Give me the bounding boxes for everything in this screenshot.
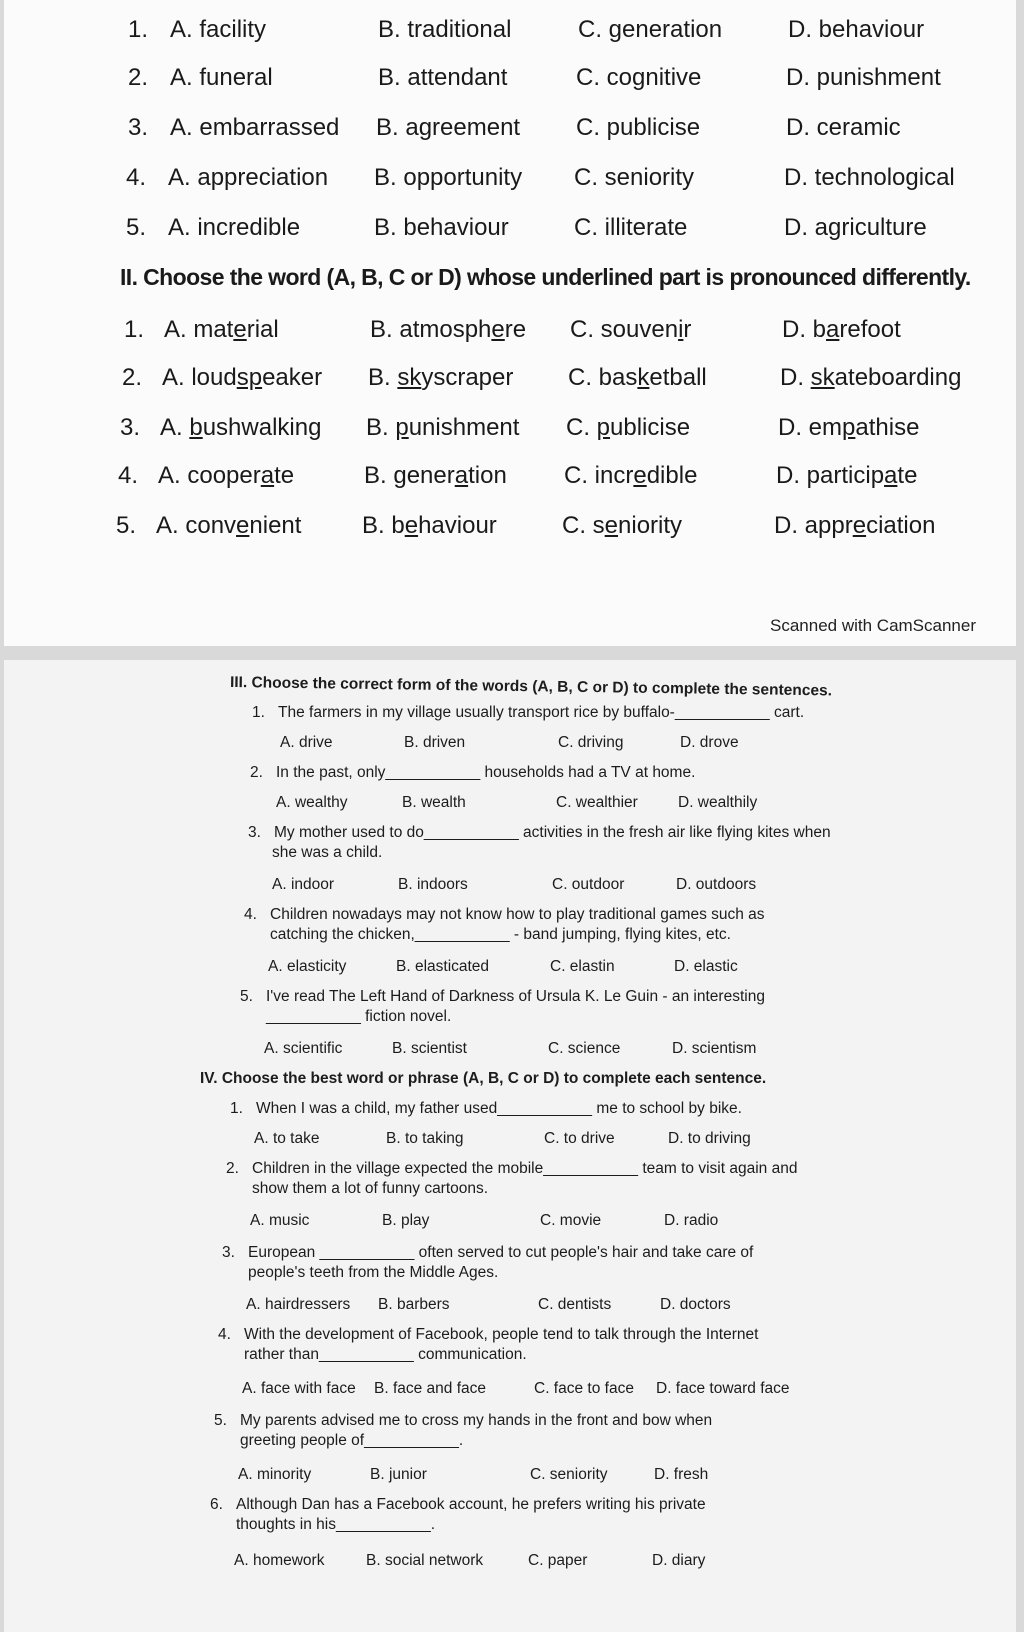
option-a: A. hairdressers xyxy=(246,1296,351,1313)
option-c: C. seniority xyxy=(574,164,695,191)
question-text-continued: thoughts in his___________. xyxy=(236,1516,436,1533)
question-number: 5. xyxy=(240,988,253,1005)
option-c: C. seniority xyxy=(530,1466,608,1483)
question-text: The farmers in my village usually transport rice by buffalo-___________ cart. xyxy=(278,704,805,721)
option-b: B. atmosphere xyxy=(370,316,527,343)
option-b: B. wealth xyxy=(402,794,466,811)
option-a: A. cooperate xyxy=(158,462,295,489)
option-b: B. skyscraper xyxy=(368,364,514,391)
question-number: 2. xyxy=(128,64,149,91)
option-c: C. movie xyxy=(540,1212,602,1229)
question-text: Children in the village expected the mobile___________ team to visit again and xyxy=(252,1160,798,1177)
question-text: When I was a child, my father used___________ me to school by bike. xyxy=(256,1100,742,1117)
option-c: C. cognitive xyxy=(576,64,702,91)
option-c: C. driving xyxy=(558,734,624,751)
option-c: C. incredible xyxy=(564,462,698,489)
option-a: A. funeral xyxy=(170,64,273,91)
option-b: B. behaviour xyxy=(362,512,497,539)
question-text: European ___________ often served to cut people's hair and take care of xyxy=(248,1244,754,1261)
option-a: A. indoor xyxy=(272,876,335,893)
option-b: B. indoors xyxy=(398,876,468,893)
question-number: 2. xyxy=(122,364,143,391)
question-text: I've read The Left Hand of Darkness of Ursula K. Le Guin - an interesting xyxy=(266,988,765,1005)
option-b: B. face and face xyxy=(374,1380,487,1397)
option-d: D. radio xyxy=(664,1212,719,1229)
option-b: B. punishment xyxy=(366,414,520,441)
option-d: D. outdoors xyxy=(676,876,757,893)
option-d: D. to driving xyxy=(668,1130,751,1147)
question-text-continued: ___________ fiction novel. xyxy=(266,1008,452,1025)
option-c: C. paper xyxy=(528,1552,588,1569)
question-number: 2. xyxy=(226,1160,239,1177)
question-number: 2. xyxy=(250,764,263,781)
option-b: B. elasticated xyxy=(396,958,490,975)
option-d: D. wealthily xyxy=(678,794,758,811)
option-b: B. behaviour xyxy=(374,214,509,241)
option-a: A. facility xyxy=(170,16,267,43)
option-d: D. ceramic xyxy=(786,114,901,141)
question-text: Although Dan has a Facebook account, he prefers writing his private xyxy=(236,1496,706,1513)
question-number: 1. xyxy=(230,1100,243,1117)
question-text-continued: rather than___________ communication. xyxy=(244,1346,527,1363)
question-number: 1. xyxy=(252,704,265,721)
question-text: Children nowadays may not know how to play traditional games such as xyxy=(270,906,765,923)
option-d: D. fresh xyxy=(654,1466,709,1483)
option-c: C. publicise xyxy=(576,114,701,141)
option-a: A. wealthy xyxy=(276,794,348,811)
scanned-page-bottom xyxy=(4,660,1016,1632)
option-d: D. behaviour xyxy=(788,16,925,43)
question-number: 3. xyxy=(222,1244,235,1261)
question-text: With the development of Facebook, people tend to talk through the Internet xyxy=(244,1326,759,1343)
question-number: 3. xyxy=(128,114,149,141)
option-d: D. empathise xyxy=(778,414,920,441)
question-text: My mother used to do___________ activities in the fresh air like flying kites when xyxy=(274,824,831,841)
option-a: A. minority xyxy=(238,1466,312,1483)
option-a: A. loudspeaker xyxy=(162,364,323,391)
option-a: A. drive xyxy=(280,734,333,751)
question-number: 4. xyxy=(118,462,139,489)
part4-heading: IV. Choose the best word or phrase (A, B, C or D) to complete each sentence. xyxy=(200,1070,767,1087)
question-number: 1. xyxy=(124,316,145,343)
option-a: A. bushwalking xyxy=(160,414,322,441)
question-text-continued: she was a child. xyxy=(272,844,383,861)
option-a: A. convenient xyxy=(156,512,302,539)
option-d: D. diary xyxy=(652,1552,706,1569)
option-a: A. incredible xyxy=(168,214,301,241)
question-text-continued: greeting people of___________. xyxy=(240,1432,464,1449)
option-b: B. attendant xyxy=(378,64,508,91)
question-number: 1. xyxy=(128,16,149,43)
option-b: B. opportunity xyxy=(374,164,523,191)
option-b: B. to taking xyxy=(386,1130,464,1147)
question-number: 6. xyxy=(210,1496,223,1513)
option-a: A. embarrassed xyxy=(170,114,340,141)
question-number: 4. xyxy=(218,1326,231,1343)
option-d: D. elastic xyxy=(674,958,738,975)
option-c: C. to drive xyxy=(544,1130,615,1147)
question-number: 4. xyxy=(126,164,147,191)
part3-heading: III. Choose the correct form of the words (A, B, C or D) to complete the sentences. xyxy=(229,674,833,700)
option-c: C. illiterate xyxy=(574,214,688,241)
option-c: C. dentists xyxy=(538,1296,612,1313)
question-number: 5. xyxy=(126,214,147,241)
option-b: B. junior xyxy=(370,1466,427,1483)
scanned-page-top xyxy=(4,0,1016,646)
option-a: A. to take xyxy=(254,1130,320,1147)
option-d: D. participate xyxy=(776,462,918,489)
question-text-continued: people's teeth from the Middle Ages. xyxy=(248,1264,499,1281)
option-c: C. souvenir xyxy=(570,316,692,343)
part2-heading: II. Choose the word (A, B, C or D) whose underlined part is pronounced differently. xyxy=(120,264,971,290)
option-b: B. barbers xyxy=(378,1296,450,1313)
option-b: B. traditional xyxy=(378,16,512,43)
option-d: D. appreciation xyxy=(774,512,936,539)
question-text: My parents advised me to cross my hands in the front and bow when xyxy=(240,1412,713,1429)
option-c: C. basketball xyxy=(568,364,707,391)
option-d: D. doctors xyxy=(660,1296,731,1313)
question-text-continued: catching the chicken,___________ - band jumping, flying kites, etc. xyxy=(270,926,731,943)
question-number: 3. xyxy=(248,824,261,841)
option-b: B. agreement xyxy=(376,114,521,141)
question-text-continued: show them a lot of funny cartoons. xyxy=(252,1180,489,1197)
question-text: In the past, only___________ households had a TV at home. xyxy=(276,764,696,781)
option-d: D. punishment xyxy=(786,64,941,91)
option-c: C. publicise xyxy=(566,414,691,441)
option-a: A. face with face xyxy=(242,1380,356,1397)
option-a: A. elasticity xyxy=(268,958,347,975)
camscanner-watermark: Scanned with CamScanner xyxy=(770,616,977,635)
option-d: D. face toward face xyxy=(656,1380,790,1397)
option-d: D. technological xyxy=(784,164,955,191)
option-a: A. homework xyxy=(234,1552,325,1569)
option-a: A. appreciation xyxy=(168,164,329,191)
option-d: D. barefoot xyxy=(782,316,901,343)
option-d: D. skateboarding xyxy=(780,364,962,391)
question-number: 3. xyxy=(120,414,141,441)
option-b: B. generation xyxy=(364,462,507,489)
question-number: 5. xyxy=(214,1412,227,1429)
option-a: A. music xyxy=(250,1212,310,1229)
option-c: C. elastin xyxy=(550,958,615,975)
option-c: C. science xyxy=(548,1040,621,1057)
option-d: D. scientism xyxy=(672,1040,757,1057)
question-number: 5. xyxy=(116,512,137,539)
option-b: B. driven xyxy=(404,734,466,751)
option-a: A. material xyxy=(164,316,279,343)
option-c: C. wealthier xyxy=(556,794,638,811)
option-c: C. outdoor xyxy=(552,876,625,893)
option-a: A. scientific xyxy=(264,1040,343,1057)
option-d: D. agriculture xyxy=(784,214,927,241)
option-d: D. drove xyxy=(680,734,739,751)
option-b: B. play xyxy=(382,1212,430,1229)
option-c: C. seniority xyxy=(562,512,683,539)
option-b: B. social network xyxy=(366,1552,484,1569)
question-number: 4. xyxy=(244,906,257,923)
option-c: C. generation xyxy=(578,16,723,43)
option-c: C. face to face xyxy=(534,1380,634,1397)
option-b: B. scientist xyxy=(392,1040,467,1057)
